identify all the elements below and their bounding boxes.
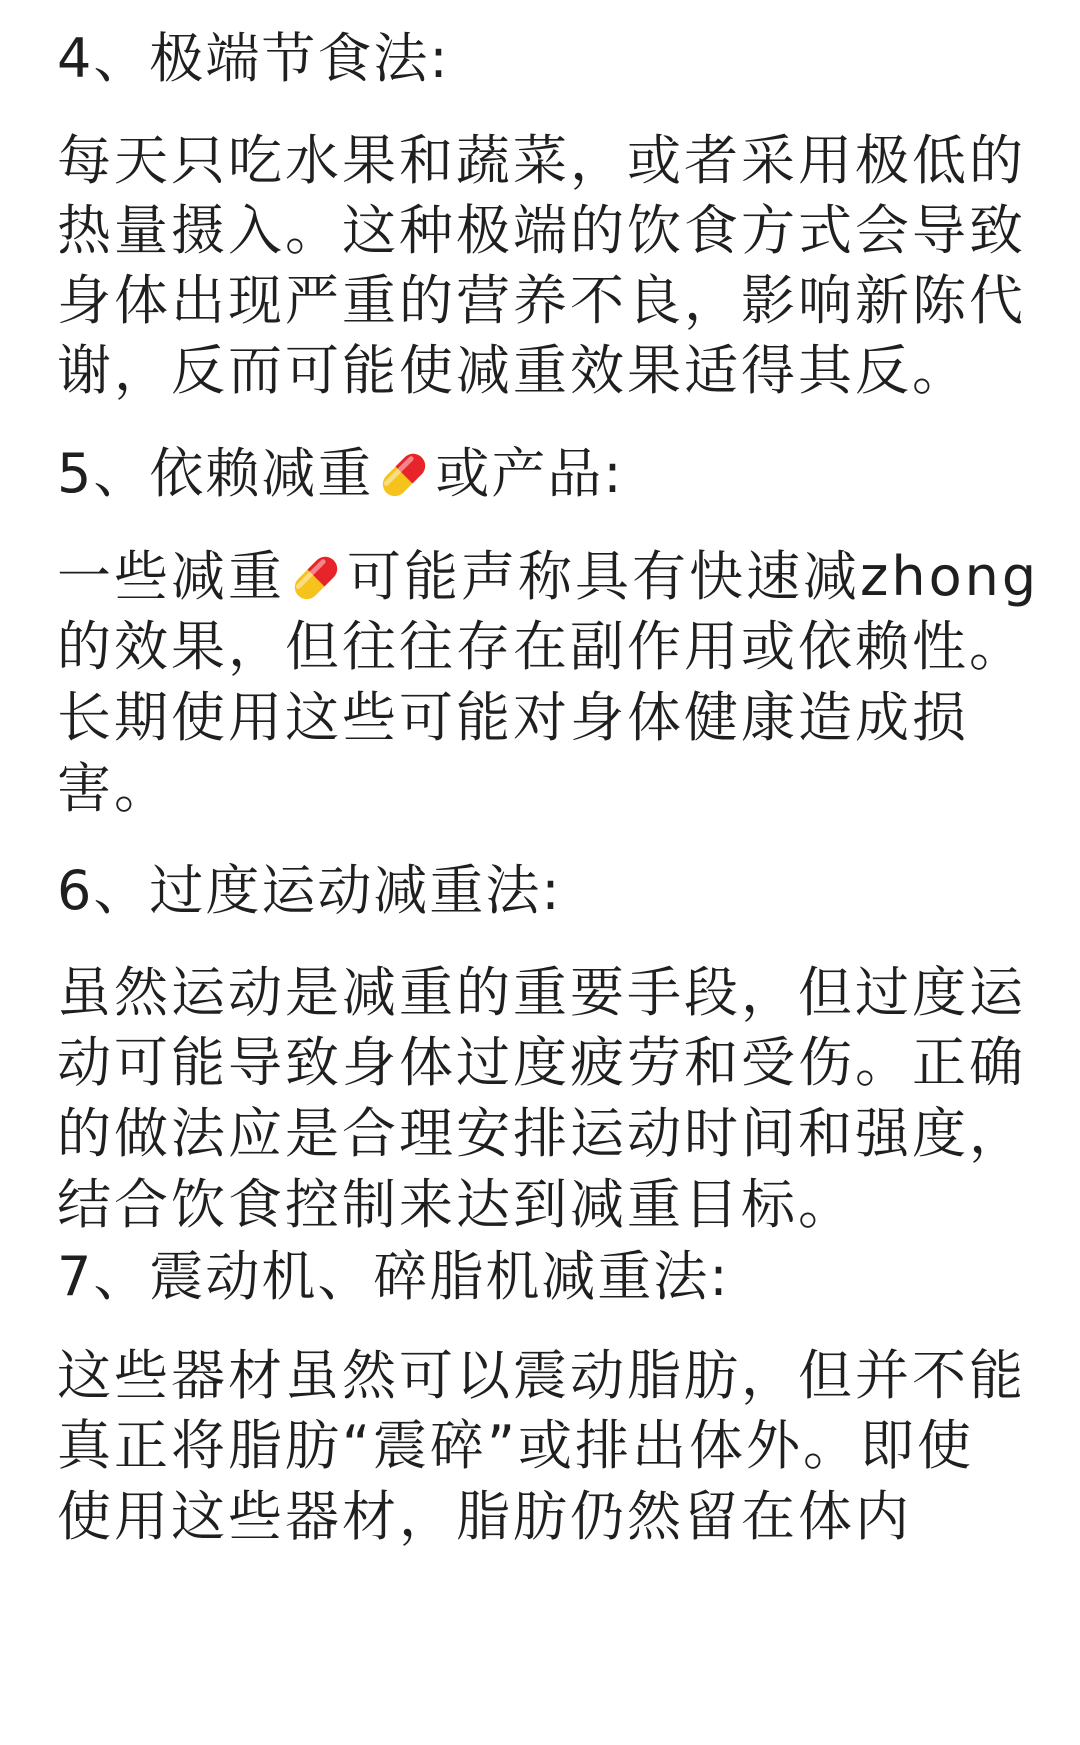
paragraph-line: 身体出现严重的营养不良，影响新陈代: [57, 269, 1026, 332]
paragraph-line: 动可能导致身体过度疲劳和受伤。正确: [57, 1031, 1026, 1094]
heading-text-after-icon: 或产品:: [435, 442, 624, 505]
section-heading-7: 7、震动机、碎脂机减重法:: [57, 1245, 730, 1308]
paragraph-line: 使用这些器材，脂肪仍然留在体内: [57, 1485, 912, 1548]
paragraph-line: 长期使用这些可能对身体健康造成损: [57, 686, 969, 749]
section-heading-5: [57, 442, 624, 506]
paragraph-text-after-icon: 可能声称具有快速减zhong: [347, 545, 1040, 608]
paragraph-line: [57, 545, 1039, 609]
paragraph-line: 的做法应是合理安排运动时间和强度，: [57, 1102, 1026, 1165]
heading-text-before-icon: 5、依赖减重: [57, 442, 374, 505]
section-heading-4: 4、极端节食法:: [57, 27, 450, 90]
paragraph-line: 虽然运动是减重的重要手段，但过度运: [57, 961, 1026, 1024]
paragraph-line: 热量摄入。这种极端的饮食方式会导致: [57, 199, 1026, 262]
section-heading-6: 6、过度运动减重法:: [57, 859, 562, 922]
paragraph-line: 谢，反而可能使减重效果适得其反。: [57, 339, 969, 402]
pill-icon: [287, 545, 345, 609]
paragraph-line: 这些器材虽然可以震动脂肪，但并不能: [57, 1344, 1026, 1407]
paragraph-line: 每天只吃水果和蔬菜，或者采用极低的: [57, 129, 1026, 192]
paragraph-line: 害。: [57, 757, 171, 820]
paragraph-line: 真正将脂肪“震碎”或排出体外。即使: [57, 1414, 974, 1477]
paragraph-text-before-icon: 一些减重: [57, 545, 285, 608]
paragraph-line: 的效果，但往往存在副作用或依赖性。: [57, 615, 1026, 678]
paragraph-line: 结合饮食控制来达到减重目标。: [57, 1173, 855, 1236]
pill-icon: [375, 442, 433, 506]
